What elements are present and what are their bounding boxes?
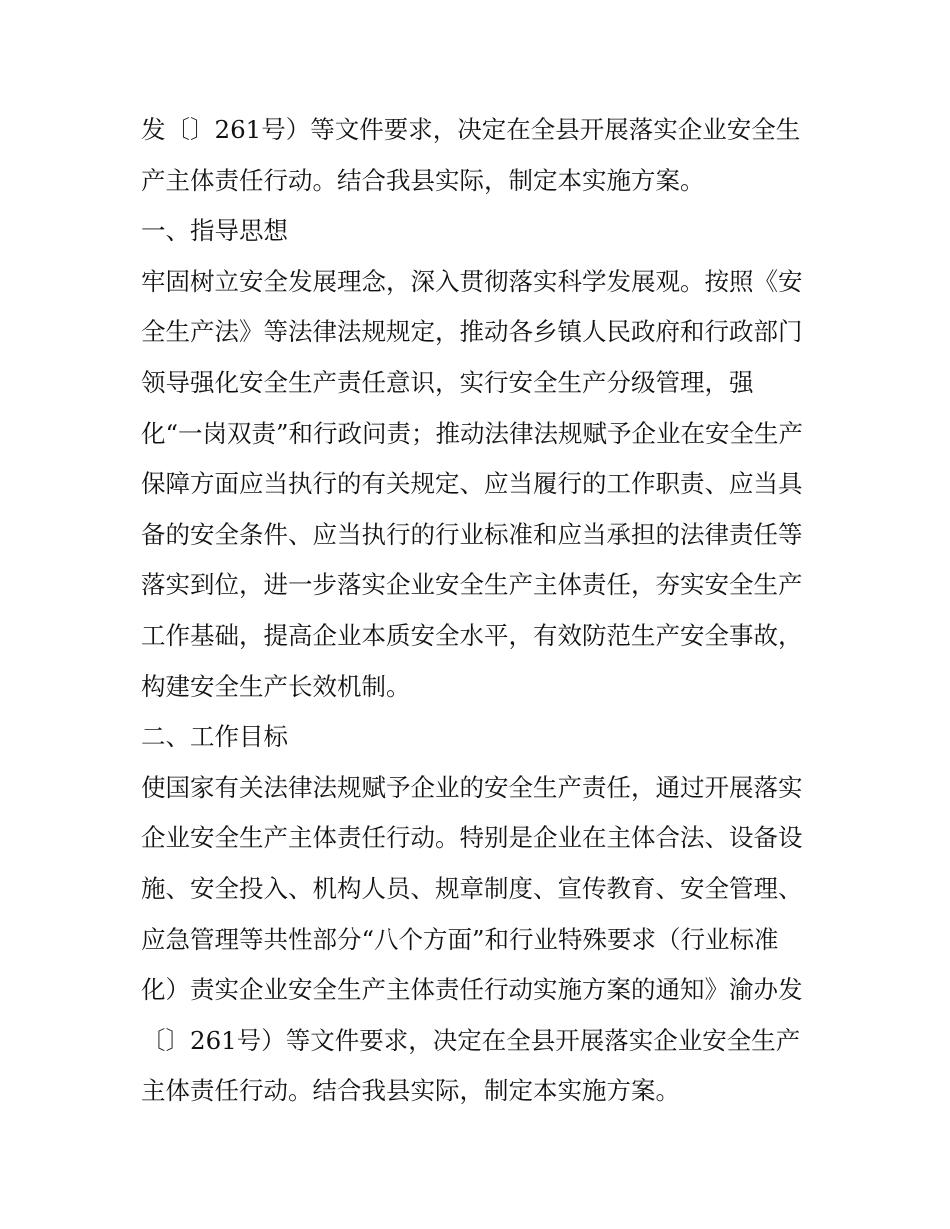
paragraph-line: 产主体责任行动。结合我县实际，制定本实施方案。	[141, 165, 705, 195]
paragraph-line: 领导强化安全生产责任意识，实行安全生产分级管理，强	[141, 367, 754, 397]
paragraph-line: 落实到位，进一步落实企业安全生产主体责任，夯实安全生产	[141, 570, 803, 600]
paragraph-line: 施、安全投入、机构人员、规章制度、宣传教育、安全管理、	[141, 873, 803, 903]
paragraph-line: 化“一岗双责”和行政问责；推动法律法规赋予企业在安全生产	[141, 418, 804, 448]
paragraph-line: 全生产法》等法律法规规定，推动各乡镇人民政府和行政部门	[141, 317, 803, 347]
paragraph-line: 〔〕261号）等文件要求，决定在全县开展落实企业安全生产	[141, 1025, 801, 1055]
paragraph-line: 发〔〕261号）等文件要求，决定在全县开展落实企业安全生	[141, 115, 801, 144]
section-heading: 一、指导思想	[141, 216, 288, 246]
paragraph-line: 企业安全生产主体责任行动。特别是企业在主体合法、设备设	[141, 823, 803, 853]
paragraph-line: 应急管理等共性部分“八个方面”和行业特殊要求（行业标准	[141, 924, 779, 954]
section-heading: 二、工作目标	[141, 722, 288, 752]
paragraph-line: 保障方面应当执行的有关规定、应当履行的工作职责、应当具	[141, 469, 803, 499]
paragraph-line: 使国家有关法律法规赋予企业的安全生产责任，通过开展落实	[141, 772, 803, 802]
paragraph-line: 主体责任行动。结合我县实际，制定本实施方案。	[141, 1076, 680, 1106]
paragraph-line: 备的安全条件、应当执行的行业标准和应当承担的法律责任等	[141, 519, 803, 549]
paragraph-line: 牢固树立安全发展理念，深入贯彻落实科学发展观。按照《安	[141, 266, 803, 296]
paragraph-line: 化）责实企业安全生产主体责任行动实施方案的通知》渝办发	[141, 975, 803, 1005]
paragraph-line: 工作基础，提高企业本质安全水平，有效防范生产安全事故，	[141, 620, 803, 650]
paragraph-line: 构建安全生产长效机制。	[141, 671, 411, 701]
document-body	[141, 105, 821, 1117]
